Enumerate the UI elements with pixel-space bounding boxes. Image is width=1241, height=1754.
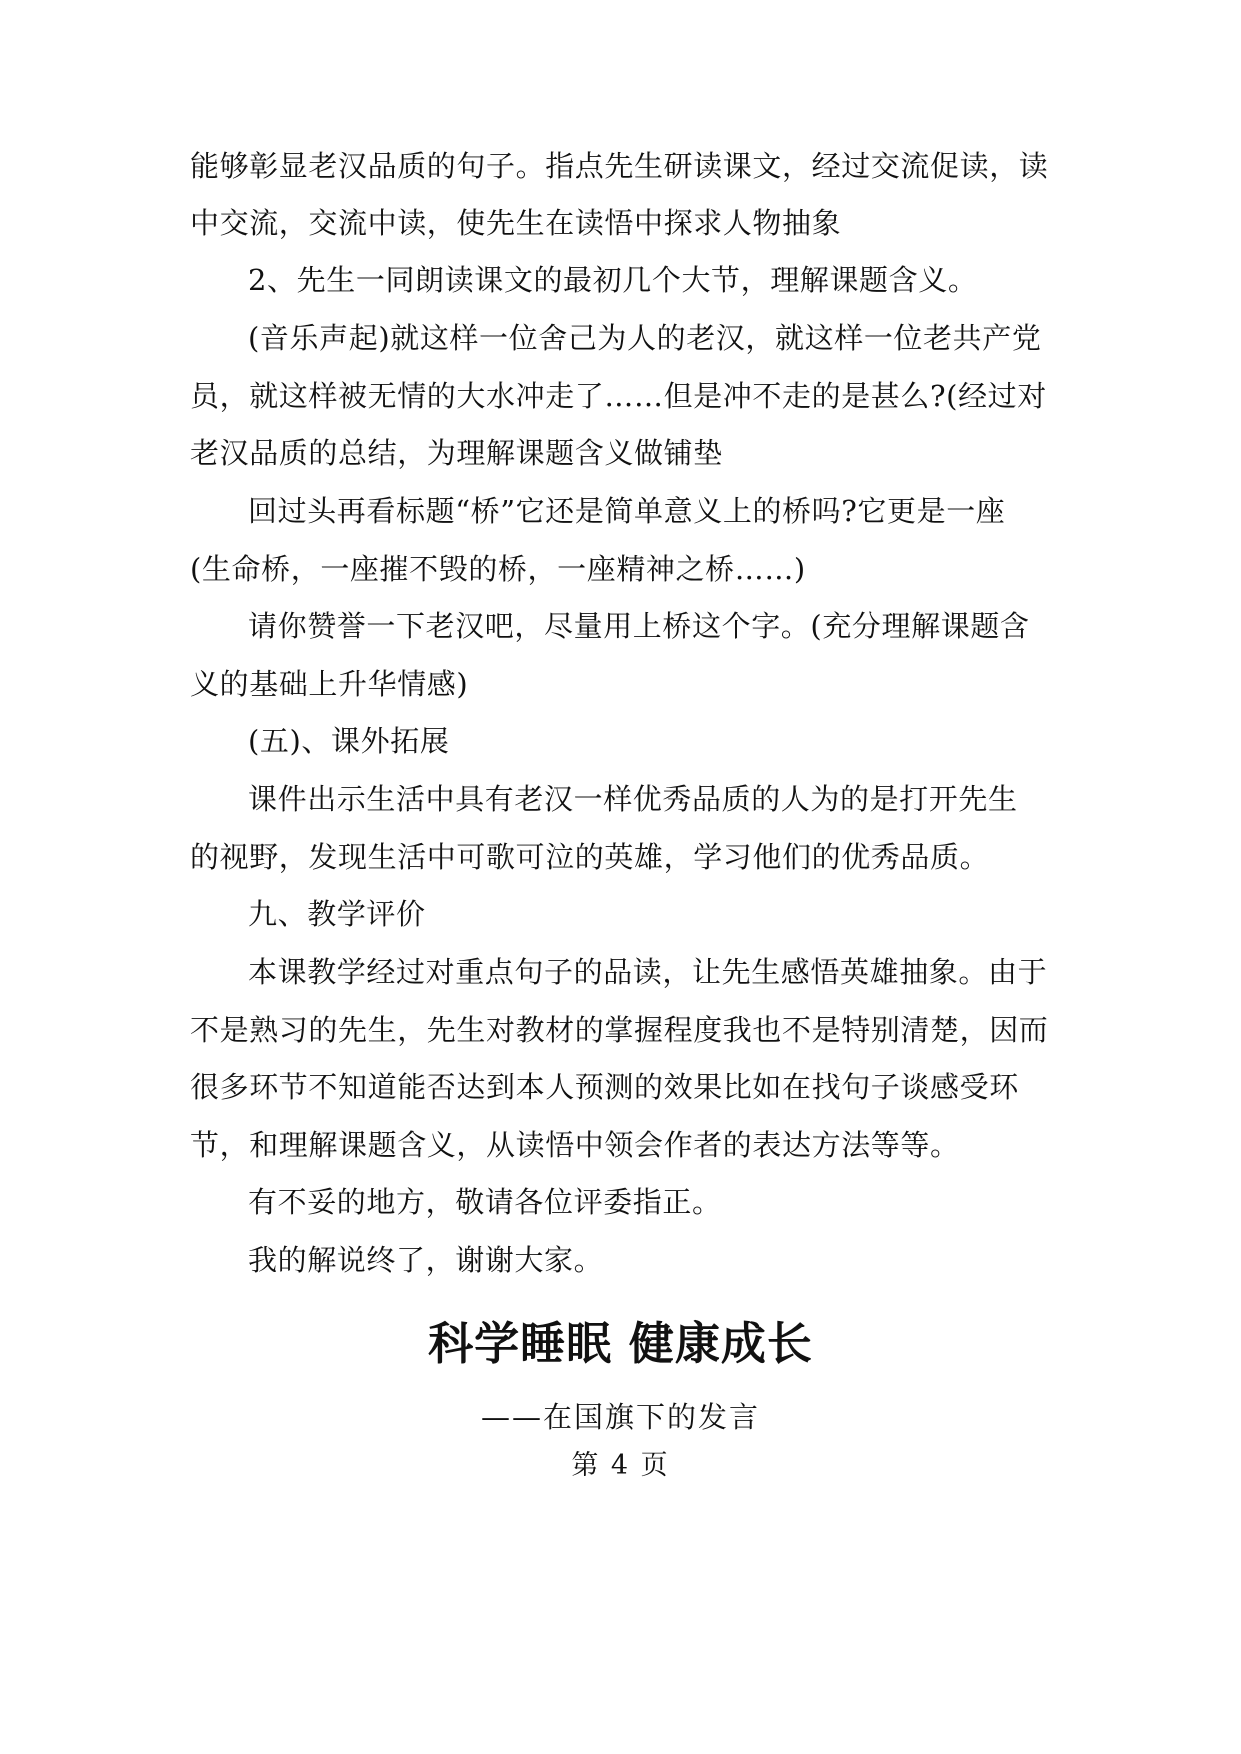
speech-subtitle: ——在国旗下的发言 [480, 1400, 760, 1434]
paragraph-line: 回过头再看标题“桥”它还是简单意义上的桥吗?它更是一座 [248, 494, 1006, 528]
paragraph-line: 的视野，发现生活中可歌可泣的英雄，学习他们的优秀品质。 [190, 840, 990, 874]
paragraph-line: 请你赞誉一下老汉吧，尽量用上桥这个字。(充分理解课题含 [248, 609, 1030, 643]
paragraph-line: (音乐声起)就这样一位舍己为人的老汉，就这样一位老共产党 [248, 321, 1042, 355]
section-heading: 九、教学评价 [248, 897, 426, 931]
paragraph-line: 节，和理解课题含义，从读悟中领会作者的表达方法等等。 [190, 1128, 960, 1162]
paragraph-line: 员，就这样被无情的大水冲走了……但是冲不走的是甚么?(经过对 [190, 379, 1047, 413]
speech-title: 科学睡眠 健康成长 [428, 1317, 813, 1370]
paragraph-line: 义的基础上升华情感) [190, 667, 469, 701]
paragraph-line: 2、先生一同朗读课文的最初几个大节，理解课题含义。 [248, 263, 978, 297]
paragraph-line: 我的解说终了，谢谢大家。 [248, 1243, 604, 1277]
paragraph-line: 有不妥的地方，敬请各位评委指正。 [248, 1185, 722, 1219]
paragraph-line: 本课教学经过对重点句子的品读，让先生感悟英雄抽象。由于 [248, 955, 1048, 989]
paragraph-line: 老汉品质的总结，为理解课题含义做铺垫 [190, 436, 723, 470]
paragraph-line: 课件出示生活中具有老汉一样优秀品质的人为的是打开先生 [248, 782, 1018, 816]
paragraph-line: 能够彰显老汉品质的句子。指点先生研读课文，经过交流促读，读 [190, 149, 1049, 183]
paragraph-line: (生命桥，一座摧不毁的桥，一座精神之桥……) [190, 552, 806, 586]
paragraph-line: 很多环节不知道能否达到本人预测的效果比如在找句子谈感受环 [190, 1070, 1019, 1104]
paragraph-line: 中交流，交流中读，使先生在读悟中探求人物抽象 [190, 206, 842, 240]
paragraph-line: 不是熟习的先生，先生对教材的掌握程度我也不是特别清楚，因而 [190, 1013, 1049, 1047]
section-heading: (五)、课外拓展 [248, 724, 450, 758]
page-number: 第 4 页 [571, 1450, 670, 1481]
